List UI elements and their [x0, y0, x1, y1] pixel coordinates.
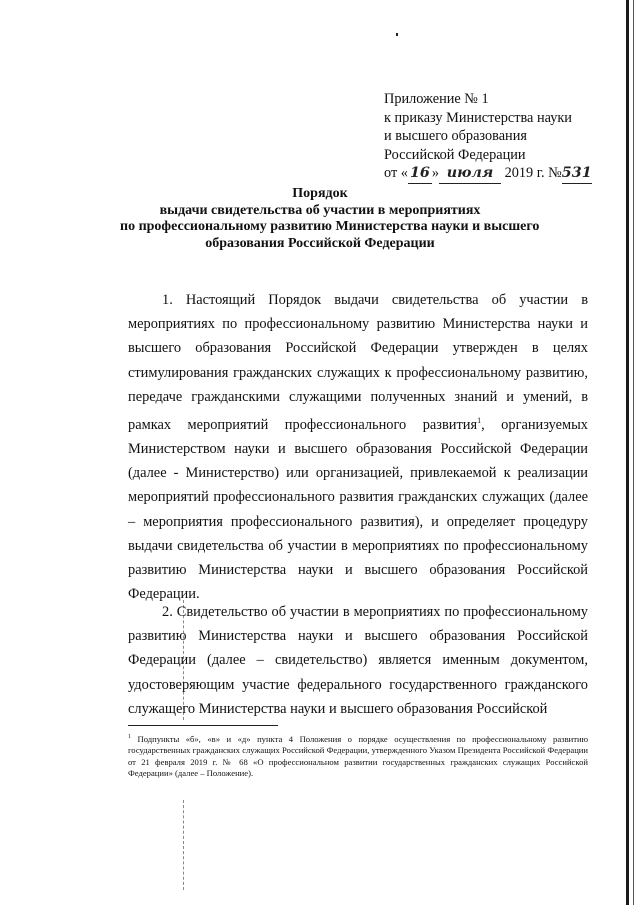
footnote-text: Подпункты «б», «в» и «д» пункта 4 Положения о порядке осуществления по профессиональному развитию государственных гражданских служащих Российской Федерации, утвержденного Указом Президента Российской Федерации от 21 февраля 2019 г. № 68 «О профессиональном развитии государственных гражданских служащих Российской Федерации» (далее – Положение).	[128, 733, 588, 779]
scan-edge-shadow	[626, 0, 629, 905]
handwritten-order-number: 531	[562, 164, 592, 184]
paragraph-1-part-a: 1. Настоящий Порядок выдачи свидетельства об участии в мероприятиях по профессиональному развитию Министерства науки и высшего образования Российской Федерации утвержден в целях стимулирования гражданских служащих к профессиональному развитию, передаче гражданскими служащими полученных знаний и умений, в рамках мероприятий профессионального развития	[128, 292, 588, 433]
paragraph-text	[128, 288, 588, 606]
handwritten-month: июля	[439, 164, 501, 184]
title-line: Порядок	[292, 186, 348, 201]
date-year: 2019 г. №	[501, 165, 562, 181]
footnote	[128, 732, 588, 780]
scan-fold-mark	[183, 800, 184, 890]
footnote-divider	[128, 725, 278, 726]
date-quote: »	[431, 165, 439, 181]
title-line: образования Российской Федерации	[205, 235, 435, 251]
paragraph-1-part-b: , организуемых Министерством науки и высшего образования Российской Федерации (далее - Министерство) или организацией, привлекаемой к реализации мероприятий профессионального развития гражданских служащих (далее – мероприятия профессионального развития), и определяет процедуру выдачи свидетельства об участии в мероприятиях по профессиональному развитию Министерства науки и высшего образования Российской Федерации.	[128, 416, 589, 603]
scan-speck	[396, 33, 398, 36]
scan-edge-line	[633, 0, 634, 905]
appendix-line: Российской Федерации	[384, 146, 526, 163]
paragraph-2	[128, 600, 588, 721]
date-prefix: от «	[384, 165, 408, 181]
order-date-line	[384, 164, 592, 184]
appendix-header	[384, 90, 592, 184]
appendix-line: и высшего образования	[384, 128, 527, 144]
footnote-marker: 1	[128, 734, 131, 740]
appendix-line: к приказу Министерства науки	[384, 109, 572, 126]
title-line: по профессиональному развитию Министерства науки и высшего	[120, 219, 540, 234]
appendix-line: Приложение № 1	[384, 91, 489, 107]
title-line: выдачи свидетельства об участии в мероприятиях	[159, 202, 481, 218]
handwritten-day: 16	[408, 164, 432, 184]
paragraph-text: 2. Свидетельство об участии в мероприятиях по профессиональному развитию Министерства науки и высшего образования Российской Федерации (далее – свидетельство) является именным документом, удостоверяющим участие федерального государственного гражданского служащего Министерства науки и высшего образования Российской	[128, 604, 588, 717]
paragraph-1	[128, 288, 588, 606]
document-title	[120, 186, 540, 252]
footnote-reference: 1	[477, 416, 482, 426]
